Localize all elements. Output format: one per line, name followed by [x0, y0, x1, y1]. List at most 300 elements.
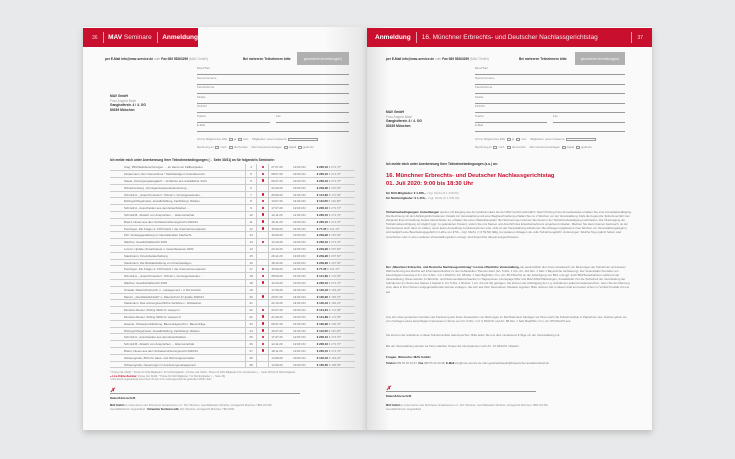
footnotes: * Preise inkl. MwSt. * Preise für DAV-Mitglieder / für Nichtmitglieder; 1 Preise inkl. MwSt., Preise für DAV-Mitglieder bzw. Sonderpreis (→ Seite 30/31) für Nichtmitglieder ● Live-Online-Seminar; Preise inkl. MwSt. * Preise für DAV-Mitglieder / für Nichtmitglieder (→ Seite 33) ¹) Die Rechnungsstellung berechnet mit dem zum Leistungszeitpunkt geltenden MwSt.-Satz [110, 371, 296, 382]
multi-participants-label: Bei mehreren Teilnehmern bitte [519, 57, 567, 61]
seminar-time: 14:00 Uhr [291, 273, 315, 280]
terms-paragraph: Teilnahmebedingungen: Anmeldungen werden mit Eingang des Anmeldeformulars bei der MAV GmbH verbindlich. Nach Prüfung Ihres Anmeldestatus erhalten Sie eine Anmeldebestätigung. Die Rechnung mit den Zahlungsinformationen, Details zur Veranstaltung und eine Wegbeschreibung erhalten Sie ca. 2 Wochen vor der Veranstaltung. Falls die begrenzte Teilnehmerzahl zum Zeitpunkt Ihrer Anmeldung bereits überschritten ist, erhalten Sie einen Wartelistenplatz. Bei Stornierungen können Sie bereit in der Teilnahmebestätigung nachrücken. Die Übertragung der Teilnahmeberechtigung ist möglich (ggf. zu geänderten Kosten), sofern Sie uns Namen und Anschrift des Ersatzteilnehmers umgehend mitteilen. Machen Sie davon keinen Gebrauch, ist der Seminarpreis auch dann zu zahlen, wenn keine Anmeldung zurückzunehmen oder nicht an der Veranstaltung teilnehmen. Bei Absagen (spätestens zwei Wochen vor Veranstaltungsbeginn) wird lediglich eine Bearbeitungsgebühr in Höhe von € 50,– zzgl. MwSt. (= € 59,50) fällig, bei späteren Absagen die volle Teilnahmegebühr. Änderungen: Welche Tag ergänzt haben oder verschoben oder in einen anderen Veranstaltungsraum verlegt, sind Ansprüche daraus ausgeschlossen. [386, 210, 632, 239]
form-field-plz-ort[interactable]: PLZ/Ort [475, 104, 625, 113]
seminar-date: 13.10.20 [269, 280, 291, 287]
live-online-cell [257, 164, 269, 171]
page-number: 36 [92, 34, 98, 41]
page-ref: 10 [245, 212, 257, 219]
row-checkbox[interactable] [110, 184, 122, 191]
seminar-price: € 249,90 € 297,50* [315, 259, 355, 266]
row-checkbox[interactable] [110, 341, 122, 348]
page-ref: 27 [245, 348, 257, 355]
row-checkbox[interactable] [110, 286, 122, 293]
contact-details: Telefon 089 55 26 33-97, Fax 089 55 26 33-98, E-Mail info@mav-service.de oder geschaeftsstelle@bayerischer-anwaltverband.de [386, 361, 549, 365]
seminar-table [110, 164, 355, 368]
seminar-row[interactable] [110, 354, 355, 361]
seminar-date: 07.07.20 [269, 164, 291, 171]
event-heading: 16. Münchner Erbrechts- und Deutscher Nachlassgerichtstag 01. Juli 2020: 9:00 bis 18:30 Uhr [386, 173, 555, 187]
seminar-title: Schaumgrube, BVG für Haus- und Wohnungsverwalter [122, 354, 245, 361]
seminar-row[interactable] [110, 286, 355, 293]
email-link[interactable]: info@mav-service.de oder geschaeftsstelle@bayerischer-anwaltverband.de [455, 361, 549, 365]
seminar-row[interactable] [110, 252, 355, 259]
row-checkbox[interactable] [110, 300, 122, 307]
seminar-price: € 141,60 € 172,55* [315, 273, 355, 280]
row-checkbox[interactable] [110, 327, 122, 334]
page-ref: 6 [245, 184, 257, 191]
seminar-time: 14:00 Uhr [291, 293, 315, 300]
docs-printed-checkbox[interactable] [576, 146, 580, 150]
seminar-title: Schmidt A., Ausscheiden aus dem Erwerbsleben … [122, 334, 245, 341]
seminar-row[interactable] [110, 171, 355, 178]
separate-registration-button[interactable]: gesonderte Anmeldung(en) [575, 52, 625, 65]
live-online-dot-icon [262, 241, 265, 244]
seminar-time: 13:00 Uhr [291, 178, 315, 185]
row-checkbox[interactable] [110, 218, 122, 225]
seminar-price: € 226,10 € 273,70* [315, 239, 355, 246]
row-checkbox[interactable] [110, 259, 122, 266]
form-field-fax[interactable]: Fax [553, 114, 625, 123]
seminar-date: 28.09.20 [269, 273, 291, 280]
row-checkbox[interactable] [110, 225, 122, 232]
row-checkbox[interactable] [110, 354, 122, 361]
row-checkbox[interactable] [110, 361, 122, 368]
seminar-row[interactable] [110, 334, 355, 341]
seminar-date: 18.11.20 [269, 218, 291, 225]
seminar-date: 20.07.20 [269, 307, 291, 314]
seminar-date: 12.11.20 [269, 212, 291, 219]
row-checkbox[interactable] [110, 178, 122, 185]
live-online-dot-icon [262, 336, 265, 339]
form-field-name-vorname[interactable]: Name/Vorname [197, 76, 349, 85]
seminar-date: 13.07.20 [269, 198, 291, 205]
page-ref: 28 [245, 354, 257, 361]
seminar-row[interactable] [110, 164, 355, 171]
live-online-cell [257, 184, 269, 191]
live-online-dot-icon [262, 349, 265, 352]
seminar-row[interactable] [110, 300, 355, 307]
separate-registration-button[interactable]: gesonderte Anmeldung(en) [297, 52, 349, 65]
live-online-cell [257, 259, 269, 266]
row-checkbox[interactable] [110, 266, 122, 273]
seminar-time: 14:00 Uhr [291, 300, 315, 307]
row-checkbox[interactable] [110, 280, 122, 287]
live-online-dot-icon [262, 200, 265, 203]
seminar-date: 09.07.20 [269, 320, 291, 327]
form-field-kanzlei-firma[interactable]: Kanzlei/Firma [475, 85, 625, 94]
seminar-time: 12:30 Uhr [291, 341, 315, 348]
row-checkbox[interactable] [110, 232, 122, 239]
docs-digital-checkbox[interactable] [562, 146, 566, 150]
seminar-date: 17.07.20 [269, 205, 291, 212]
section-title: Anmeldung [375, 34, 411, 41]
seminar-title: Brand, Neues aus dem Sozialversicherungsrecht 2020/21 [122, 218, 245, 225]
row-checkbox[interactable] [110, 164, 122, 171]
form-field-straße[interactable]: Straße [197, 95, 349, 104]
page-ref: 17 [245, 266, 257, 273]
seminar-price: € 226,10 € 273,70* [315, 164, 355, 171]
live-online-cell [257, 327, 269, 334]
seminar-time: 14:00 Uhr [291, 266, 315, 273]
seminar-time: 13:00 Uhr [291, 259, 315, 266]
seminar-row[interactable] [110, 327, 355, 334]
seminar-row[interactable] [110, 225, 355, 232]
seminar-date: 14.08.20 [269, 354, 291, 361]
seminar-row[interactable] [110, 314, 355, 321]
seminar-title: Schmidt B., Abwehr von Ansprüchen … Elternunterhalt [122, 212, 245, 219]
form-field-kanzlei-firma[interactable]: Kanzlei/Firma [197, 85, 349, 94]
live-online-cell [257, 293, 269, 300]
seminar-title: Schaumgrube, Neuerungen im Forderungsmanagement [122, 361, 245, 368]
live-online-dot-icon [262, 220, 265, 223]
live-online-dot-icon [262, 173, 265, 176]
page-ref: 11 [245, 218, 257, 225]
seminar-title: Ritzinger/Ziegelmeier, Anwaltshaftung, Fachübergr. Risiken [122, 198, 245, 205]
section-title: Anmeldung [162, 34, 198, 41]
seminar-date: 22.10.20 [269, 300, 291, 307]
live-online-dot-icon [262, 227, 265, 230]
seminar-time: 13:00 Uhr [291, 239, 315, 246]
live-online-cell [257, 266, 269, 273]
seminar-title: Ritzinger/Ziegelmeier, Anwaltshaftung, Fachübergr. Risiken [122, 327, 245, 334]
row-checkbox[interactable] [110, 320, 122, 327]
seminar-title: Kindermann, Der Unternehmer / Selbständige im Familienrecht [122, 171, 245, 178]
seminar-row[interactable] [110, 198, 355, 205]
multi-participants-label: Bei mehreren Teilnehmern bitte [243, 57, 291, 61]
page-ref: 7 [245, 191, 257, 198]
live-online-cell [257, 191, 269, 198]
seminar-time: 12:30 Uhr [291, 212, 315, 219]
page-ref: 28 [245, 361, 257, 368]
form-field-e-mail[interactable]: E-Mail [475, 123, 625, 132]
registration-intro: Ich melde mich unter Anerkennung Ihrer Teilnahmebedingungen (s.u.) an: [386, 162, 498, 166]
live-online-cell [257, 225, 269, 232]
page-ref: 9 [245, 205, 257, 212]
signature-label: Datum/Unterschrift [110, 396, 136, 400]
seminar-title: Stackmann, Finanzberaterhaftung [122, 252, 245, 259]
seminar-price: € 226,10 € 273,70* [315, 178, 355, 185]
seminar-time: 13:00 Uhr [291, 348, 315, 355]
row-checkbox[interactable] [110, 191, 122, 198]
page-ref: 24 [245, 327, 257, 334]
page-ref: 22 [245, 314, 257, 321]
seminar-row[interactable] [110, 361, 355, 368]
seminar-price: € 141,60 € 172,55* [315, 191, 355, 198]
seminar-row[interactable] [110, 239, 355, 246]
seminar-row[interactable] [110, 212, 355, 219]
brand-name: MAV [108, 34, 123, 41]
seminar-title: Stackmann, Die Rückabwicklung von Finanzanlagen [122, 259, 245, 266]
seminar-date: 18.12.20 [269, 259, 291, 266]
invoice-office-checkbox[interactable] [229, 146, 233, 150]
seminar-title: Arag, Pflichtteilsberechnungen … an Hand von Fallbeispielen [122, 164, 245, 171]
seminar-intro: Ich melde mich unter Anerkennung Ihrer Teilnahmebedingungen (→ Seite 30/31) an für folgende/s Seminar/e: [110, 158, 275, 162]
live-online-dot-icon [262, 315, 265, 318]
live-online-dot-icon [262, 322, 265, 325]
footer-text: MAV GmbH ein Unternehmen des Münchener Anwaltvereins e.V., Sitz: München, Geschäftsstelle: München, Amtsgericht München, HRB 133 346, Geschäftsführerin: Angela Basil · Schweitzer Sortiment oHG, Sitz: München, Amtsgericht München, HRA 6399 [110, 404, 273, 411]
live-online-cell [257, 246, 269, 253]
row-checkbox[interactable] [110, 252, 122, 259]
page-ref: 18 [245, 280, 257, 287]
seminar-title: Schwarzenberg, Vermögensauseinandersetzung … [122, 184, 245, 191]
event-title: 16. Münchner Erbrechts- und Deutscher Nachlassgerichtstag [421, 34, 598, 41]
seminar-time: 14:00 Uhr [291, 198, 315, 205]
member-yes-checkbox[interactable] [229, 138, 233, 142]
live-online-cell [257, 212, 269, 219]
footer-text: MAV GmbH ein Unternehmen des Münchener Anwaltvereins e.V., Sitz: München, Geschäftsstelle: München, Amtsgericht München, HRB 133 346, Geschäftsführerin: Angela Basil [386, 404, 549, 411]
live-online-cell [257, 252, 269, 259]
signature-line[interactable] [110, 393, 300, 394]
page-ref: 26 [245, 341, 257, 348]
contact-line: per E-Mail info@mav-service.de oder Fax 089 55263299 (MAV GmbH) [386, 57, 489, 61]
member-no-checkbox[interactable] [516, 138, 520, 142]
page-ref: 12 [245, 225, 257, 232]
invoice-row: Rechnung an mich die Kanzlei Mein Seminarunterlagen digital gedruckt [197, 145, 314, 149]
page-ref: 8 [245, 198, 257, 205]
contact-line: per E-Mail info@mav-service.de oder Fax 089 55263299 (MAV GmbH) [105, 57, 208, 61]
live-online-cell [257, 280, 269, 287]
row-checkbox[interactable] [110, 314, 122, 321]
seminar-price: € 249,90 € 297,50* [315, 246, 355, 253]
seminar-date: 18.11.20 [269, 348, 291, 355]
seminar-price: € 77,35 € 101,15* [315, 266, 355, 273]
seminar-date: 17.09.20 [269, 286, 291, 293]
objection-paragraph: Sie können der Aufnahme in diese Teilnehmerliste widersprechen. Bitte teilen Sie uns dies mindestens 8 Tage vor der Veranstaltung mit. [386, 333, 561, 337]
seminar-price: € 226,10 € 273,70* [315, 218, 355, 225]
page-ref: 13 [245, 232, 257, 239]
form-field-telefon[interactable]: Telefon [197, 114, 270, 123]
member-row: Ich bin Mitglied des DAV ja nein Mitgliedsnr. (wenn bekannt) [475, 137, 597, 141]
brand-suffix: Seminare [123, 34, 152, 41]
seminar-time: 13:00 Uhr [291, 218, 315, 225]
signature-label: Datum/Unterschrift [386, 394, 412, 398]
page-ref: 14 [245, 246, 257, 253]
form-field-fax[interactable]: Fax [276, 114, 349, 123]
seminar-row[interactable] [110, 280, 355, 287]
row-checkbox[interactable] [110, 205, 122, 212]
address-block: MAV GmbH Frau Angela Basil Ganghoferstr. 4 / 4. OG 80339 München [110, 94, 146, 112]
live-online-cell [257, 218, 269, 225]
docs-printed-checkbox[interactable] [298, 146, 302, 150]
row-checkbox[interactable] [110, 348, 122, 355]
row-checkbox[interactable] [110, 212, 122, 219]
seminar-title: Brand, Neues aus dem Sozialversicherungsrecht 2020/21 [122, 348, 245, 355]
price-list: für DAV-Mitglieder: € 1.356,– zzgl. MwSt (€ 1.428,50) für Nichtmitglieder: € 1.450,– zzgl. MwSt (€ 1.505,00) [386, 191, 460, 200]
invoice-office-checkbox[interactable] [507, 146, 511, 150]
page-ref: 5 [245, 171, 257, 178]
live-online-dot-icon [262, 207, 265, 210]
row-checkbox[interactable] [110, 293, 122, 300]
seminar-row[interactable] [110, 232, 355, 239]
seminar-price: € 141,61 € 172,58* [315, 307, 355, 314]
row-checkbox[interactable] [110, 246, 122, 253]
seminar-row[interactable] [110, 259, 355, 266]
seminar-price: € 160,65 € 185,55* [315, 361, 355, 368]
seminar-time: 13:00 Uhr [291, 171, 315, 178]
signature-mark-icon: ✗ [386, 386, 392, 392]
member-number-input[interactable] [566, 138, 596, 142]
seminar-time: 13:00 Uhr [291, 164, 315, 171]
seminar-date: 17.07.20 [269, 334, 291, 341]
participant-list-paragraph: Aus den oben genannten Gründen der Förderung des freien Austauschs von Meinungen im Rechtskontext händigen wir Ihnen auch die Teilnehmerliste in Papierform aus. Hierbei gehen wir vom Vorliegen eines berechtigten Interesses im Sinne von Art. 6 Abs. 1 lit. f) DSGVO und Art. 88 Abs. 1 Satz BayDSG i.V.m. Art. 85 DSGVO aus. [386, 315, 627, 324]
seminar-time: 13:00 Uhr [291, 246, 315, 253]
seminar-date: 21.09.20 [269, 314, 291, 321]
live-online-cell [257, 286, 269, 293]
live-online-dot-icon [262, 281, 265, 284]
seminar-date: 16.09.20 [269, 232, 291, 239]
seminar-row[interactable] [110, 348, 355, 355]
seminar-row[interactable] [110, 341, 355, 348]
seminar-price: € 226,10 € 273,70* [315, 212, 355, 219]
seminar-time: 10:00 Uhr [291, 354, 315, 361]
page-number: 37 [637, 34, 643, 41]
seminar-price: € 249,90 € 297,50* [315, 184, 355, 191]
seminar-time: 13:00 Uhr [291, 184, 315, 191]
seminar-row[interactable] [110, 218, 355, 225]
seminar-time: 14:00 Uhr [291, 327, 315, 334]
seminar-price: € 140,42 € 184,22* [315, 286, 355, 293]
seminar-price: € 249,90 € 297,50* [315, 232, 355, 239]
page-ref: 4 [245, 164, 257, 171]
seminar-row[interactable] [110, 246, 355, 253]
seminar-date: 09.07.20 [269, 178, 291, 185]
live-online-cell [257, 348, 269, 355]
seminar-price: € 226,10 € 273,70* [315, 341, 355, 348]
row-checkbox[interactable] [110, 239, 122, 246]
row-checkbox[interactable] [110, 307, 122, 314]
form-field-plz-ort[interactable]: PLZ/Ort [197, 104, 349, 113]
live-online-cell [257, 314, 269, 321]
page-ref: 21 [245, 300, 257, 307]
live-online-cell [257, 334, 269, 341]
left-page [83, 27, 367, 430]
invoice-private-checkbox[interactable] [215, 146, 219, 150]
live-online-dot-icon [262, 275, 265, 278]
seminar-price: € 141,89 € 172,55* [315, 314, 355, 321]
seminar-price: € 226,10 € 273,70* [315, 171, 355, 178]
seminar-price: € 112,05 € 136,85* [315, 327, 355, 334]
page-ref: 20 [245, 293, 257, 300]
seminar-row[interactable] [110, 320, 355, 327]
seminar-title: Poertzgen, Die Folgen d. COVInsAG f. die Unternehmenspraxis [122, 266, 245, 273]
seminar-row[interactable] [110, 184, 355, 191]
row-checkbox[interactable] [110, 198, 122, 205]
seminar-price: € 130,90 € 156,70* [315, 293, 355, 300]
seminar-title: Steele, Versorgungsausgleich – Verfahren aus anwaltlicher Sicht [122, 178, 245, 185]
page-ref: 13 [245, 239, 257, 246]
seminar-time: 13:00 Uhr [291, 280, 315, 287]
docs-digital-checkbox[interactable] [284, 146, 288, 150]
live-online-dot-icon [262, 309, 265, 312]
live-online-dot-icon [262, 193, 265, 196]
seminar-title: Wachter, Gesellschaftsrecht 2020 [122, 280, 245, 287]
right-page [367, 27, 652, 430]
seminar-title: Wachter, Gesellschaftsrecht 2020 [122, 239, 245, 246]
seminar-time: 12:00 Uhr [291, 334, 315, 341]
seminar-title: Lorenz, Update Umsatzsteuer u. Gewerbesteuer 2020 [122, 246, 245, 253]
seminar-price: € 226,10 € 273,70* [315, 348, 355, 355]
seminar-time: 14:00 Uhr [291, 320, 315, 327]
page-ref: 5 [245, 178, 257, 185]
row-checkbox[interactable] [110, 334, 122, 341]
member-row: Ich bin Mitglied des DAV ja nein Mitgliedsnr. (wenn bekannt) [197, 137, 319, 141]
seminar-date: 15.09.20 [269, 266, 291, 273]
signature-line[interactable] [386, 391, 536, 392]
seminar-price: € 140,42 € 184,22* [315, 354, 355, 361]
seminar-price: € 249,90 € 297,50* [315, 252, 355, 259]
invoice-row: Rechnung an mich die Kanzlei Mein Seminarunterlagen digital gedruckt [475, 145, 592, 149]
live-online-dot-icon [262, 213, 265, 216]
seminar-price: € 226,10 € 273,70* [315, 334, 355, 341]
seminar-time: 13:00 Uhr [291, 307, 315, 314]
seminar-title: Onasak, Datenschutzrecht u. -management i. d. RA-Kanzlei [122, 286, 245, 293]
seminar-price: € 226,10 € 273,70* [315, 205, 355, 212]
seminar-date: 15.09.20 [269, 225, 291, 232]
seminar-title: Schmidt B., Abwehr von Ansprüchen … Elternunterhalt [122, 341, 245, 348]
live-online-cell [257, 300, 269, 307]
live-online-dot-icon [262, 343, 265, 346]
form-field-e-mail[interactable]: E-Mail [197, 123, 349, 132]
gdpr-paragraph: Bei der Veranstaltung werden wir Ihnen darüber hinaus die Informationen nach Art. 13 DSGVO mitteilen. [386, 344, 520, 348]
seminar-title: Poertzgen, Die Folgen d. COVInsAG f. die Unternehmenspraxis [122, 225, 245, 232]
form-field-beruf-titel[interactable]: Beruf/Titel [197, 66, 349, 75]
address-block: MAV GmbH Frau Angela Basil Ganghoferstr. 4 / 4. OG 80339 München [386, 110, 422, 128]
seminar-price: € 112,05 € 136,85* [315, 198, 355, 205]
form-field-beruf-titel[interactable]: Beruf/Titel [475, 66, 625, 75]
seminar-time: 12:00 Uhr [291, 205, 315, 212]
seminar-title: Marum, „Identitätsdiebstahl“ u. Datenschutz & Update 2020/21 [122, 293, 245, 300]
seminar-time: 13:00 Uhr [291, 252, 315, 259]
seminar-row[interactable] [110, 191, 355, 198]
page-header-band [367, 28, 652, 47]
seminar-row[interactable] [110, 293, 355, 300]
seminar-row[interactable] [110, 266, 355, 273]
seminar-date: 13.10.20 [269, 239, 291, 246]
form-field-telefon[interactable]: Telefon [475, 114, 547, 123]
seminar-row[interactable] [110, 205, 355, 212]
seminar-row[interactable] [110, 307, 355, 314]
questions-label: Fragen, Wünsche: MAV GmbH [386, 355, 431, 359]
seminar-title: Monteiro-Reuter, Writing Skills for Lawyers I [122, 307, 245, 314]
seminar-time: 14:00 Uhr [291, 225, 315, 232]
public-event-paragraph: Der „Münchner Erbrechts- und Deutsche Nachlassgerichtstag“ ist eine öffentliche Veranstaltung, die ausdrücklich dem freien Austausch von Meinungen der Teilnehmer und dessen Wahrnehmung des Rechts auf Informationsfreiheit zu den behandelten Themen dient (Art. 5 Abs. 1 GG, Art. 110 Abs. 1 Satz 1 Bayerische Verfassung). Der Veranstalter hat daher ein berechtigtes Interesse (i.S.v. Art. 6 Abs. 1 lit. f DSGVO, Art. 88 Abs. 1 Satz BayDSG i.V.m. Art. 85 DSGVO) an der Anfertigung von Bild- und ggf. auch Bild/Tonaufnahmen während der Veranstaltung. Diese werden zu Berichts- und Dokumentationszwecken in Tagespresse, Homepage MAV und MAV-/MAV-Mitteilungen, Anwaltsblatt. Für die Sicherheit der Verarbeitung der Aufnahmen (im Sinne des Satzes 1 Kapitel 3, Art. 5 Abs. 1 Buchst. f, Art. 24 und 32) getragen. Sie können der Anfertigung der o.g. Aufnahmen jederzeit widersprechen, wenn Sie der Meinung sind, dass in Ihrer Person entgegenstehende Gründe vorliegen, die sich aus Ihrer besonderen Situation ergeben. Bitte nehmen Sie in diesem Fall am besten schon im Vorfeld Kontakt mit uns auf. [386, 265, 630, 294]
seminar-row[interactable] [110, 273, 355, 280]
live-online-dot-icon [262, 166, 265, 169]
row-checkbox[interactable] [110, 273, 122, 280]
row-checkbox[interactable] [110, 171, 122, 178]
member-yes-checkbox[interactable] [507, 138, 511, 142]
page-ref: 25 [245, 334, 257, 341]
live-online-cell [257, 341, 269, 348]
seminar-title: Pitz, Vertragsgestaltung im internationalen Kaufrecht [122, 232, 245, 239]
member-no-checkbox[interactable] [238, 138, 242, 142]
invoice-private-checkbox[interactable] [493, 146, 497, 150]
live-online-cell [257, 239, 269, 246]
signature-mark-icon: ✗ [110, 388, 116, 394]
member-number-input[interactable] [288, 138, 318, 142]
seminar-date: 22.09.20 [269, 184, 291, 191]
seminar-date: 15.07.20 [269, 327, 291, 334]
form-field-straße[interactable]: Straße [475, 95, 625, 104]
page-ref: 22 [245, 307, 257, 314]
seminar-time: 13:00 Uhr [291, 314, 315, 321]
live-online-cell [257, 320, 269, 327]
live-online-cell [257, 273, 269, 280]
form-field-name-vorname[interactable]: Name/Vorname [475, 76, 625, 85]
seminar-title: Monteiro-Reuter, Writing Skills for Lawyers II [122, 314, 245, 321]
page-ref: 15 [245, 252, 257, 259]
seminar-row[interactable] [110, 178, 355, 185]
seminar-time: 14:00 Uhr [291, 286, 315, 293]
